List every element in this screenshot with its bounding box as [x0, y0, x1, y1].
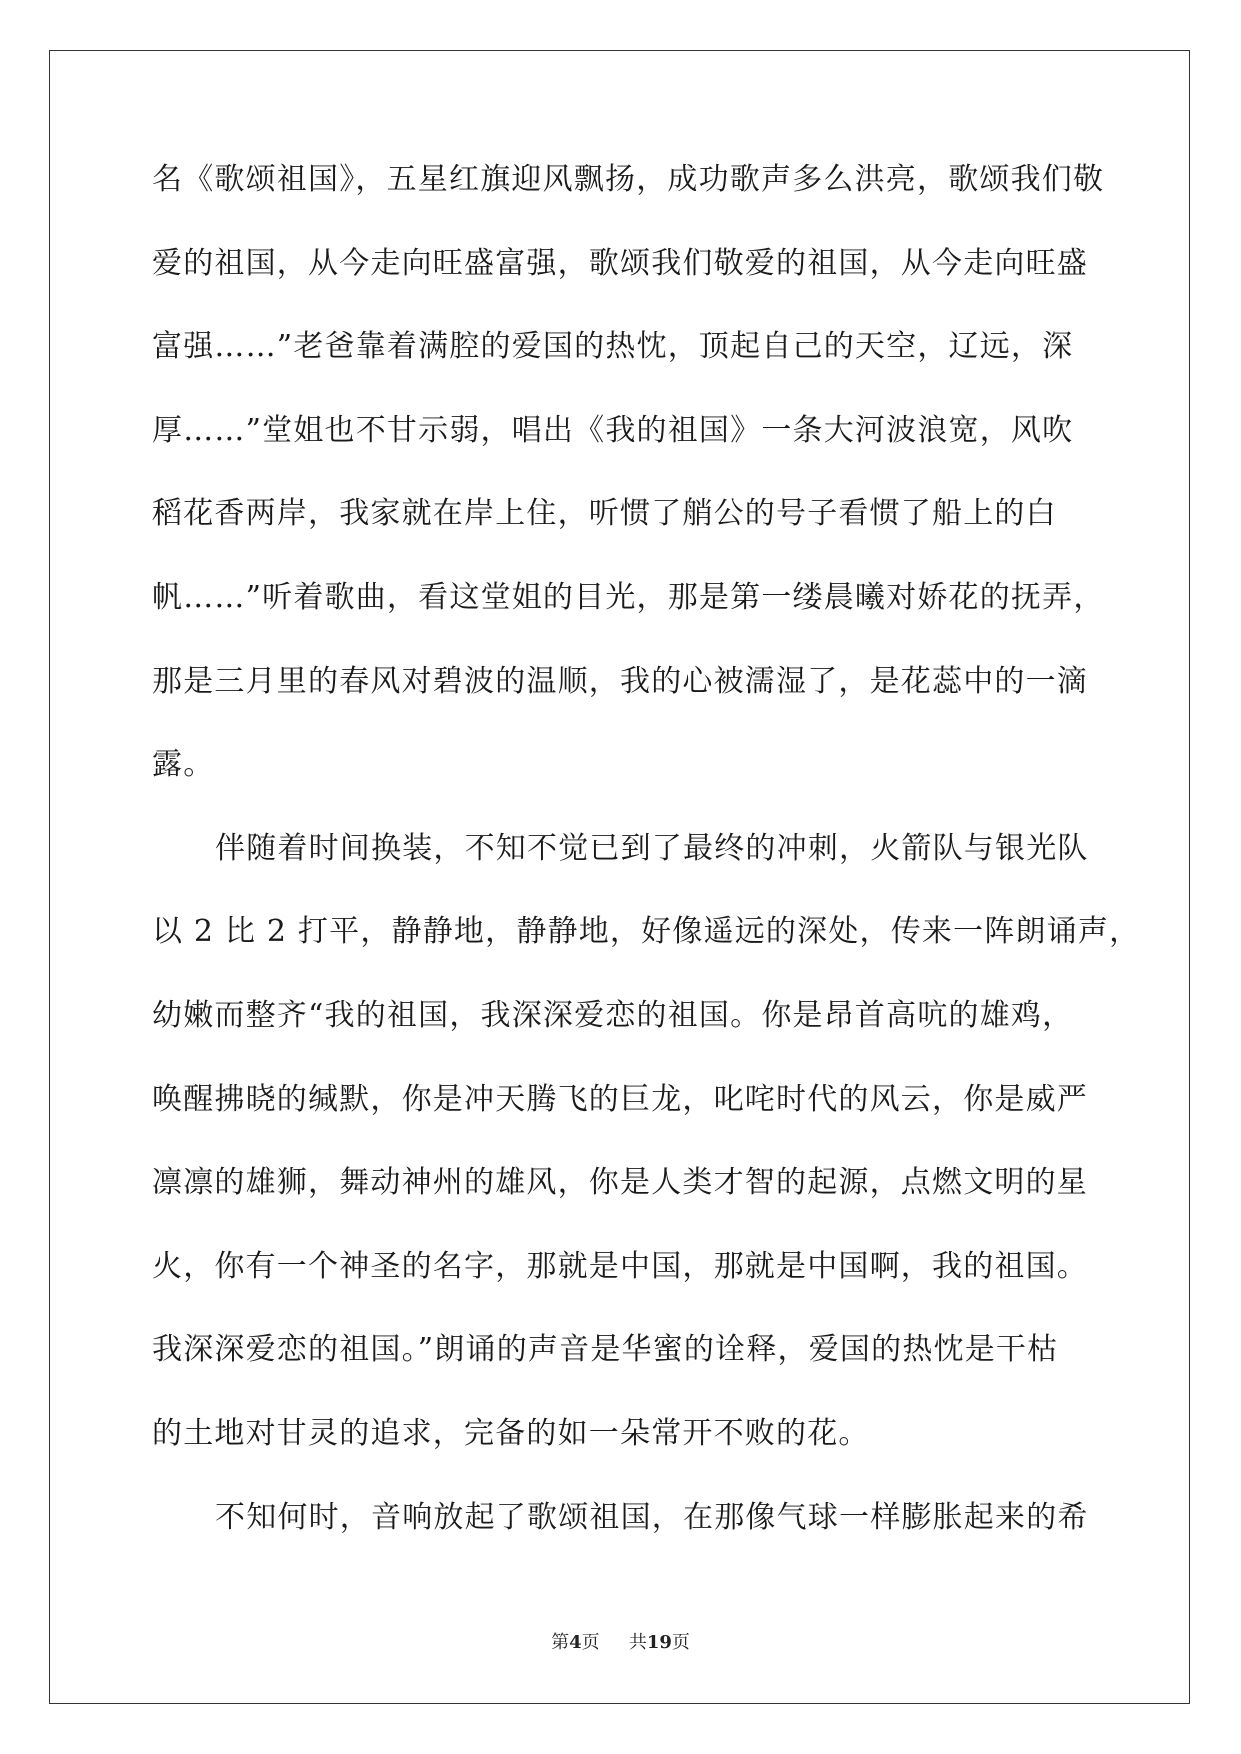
text-line: 爱的祖国，从今走向旺盛富强，歌颂我们敬爱的祖国，从今走向旺盛	[152, 245, 1088, 281]
text-line: 以 2 比 2 打平，静静地，静静地，好像遥远的深处，传来一阵朗诵声，	[152, 914, 1141, 950]
text-line: 的土地对甘灵的追求，完备的如一朵常开不败的花。	[152, 1415, 870, 1451]
page-footer	[0, 1628, 1241, 1654]
total-suffix: 页	[671, 1632, 690, 1653]
page-number: 4	[569, 1632, 582, 1653]
paragraph-start-line: 不知何时，音响放起了歌颂祖国，在那像气球一样膨胀起来的希	[215, 1499, 1089, 1535]
text-line: 我深深爱恋的祖国。”朗诵的声音是华蜜的诠释，爱国的热忱是干枯	[152, 1332, 1059, 1368]
text-line: 唤醒拂晓的缄默，你是冲天腾飞的巨龙，叱咤时代的风云，你是威严	[152, 1081, 1088, 1117]
text-line: 那是三月里的春风对碧波的温顺，我的心被濡湿了，是花蕊中的一滴	[152, 663, 1088, 699]
text-line: 帆……”听着歌曲，看这堂姐的目光，那是第一缕晨曦对娇花的抚弄，	[152, 579, 1105, 615]
text-line: 露。	[152, 747, 215, 783]
text-line: 厚……”堂姐也不甘示弱，唱出《我的祖国》一条大河波浪宽，风吹	[152, 412, 1074, 448]
text-line: 火，你有一个神圣的名字，那就是中国，那就是中国啊，我的祖国。	[152, 1248, 1088, 1284]
text-line: 富强……”老爸靠着满腔的爱国的热忱，顶起自己的天空，辽远，深	[152, 329, 1074, 365]
total-prefix: 共	[628, 1632, 647, 1653]
text-line: 稻花香两岸，我家就在岸上住，听惯了艄公的号子看惯了船上的白	[152, 496, 1057, 532]
text-line: 幼嫩而整齐“我的祖国，我深深爱恋的祖国。你是昂首高吭的雄鸡，	[152, 997, 1074, 1033]
paragraph-start-line: 伴随着时间换装，不知不觉已到了最终的冲刺，火箭队与银光队	[215, 830, 1089, 866]
page-prefix: 第	[551, 1632, 570, 1653]
total-pages: 19	[646, 1632, 672, 1653]
document-body	[152, 158, 1141, 1579]
page-suffix: 页	[581, 1632, 600, 1653]
text-line: 凛凛的雄狮，舞动神州的雄风，你是人类才智的起源，点燃文明的星	[152, 1165, 1088, 1201]
text-line: 名《歌颂祖国》，五星红旗迎风飘扬，成功歌声多么洪亮，歌颂我们敬	[152, 162, 1105, 197]
